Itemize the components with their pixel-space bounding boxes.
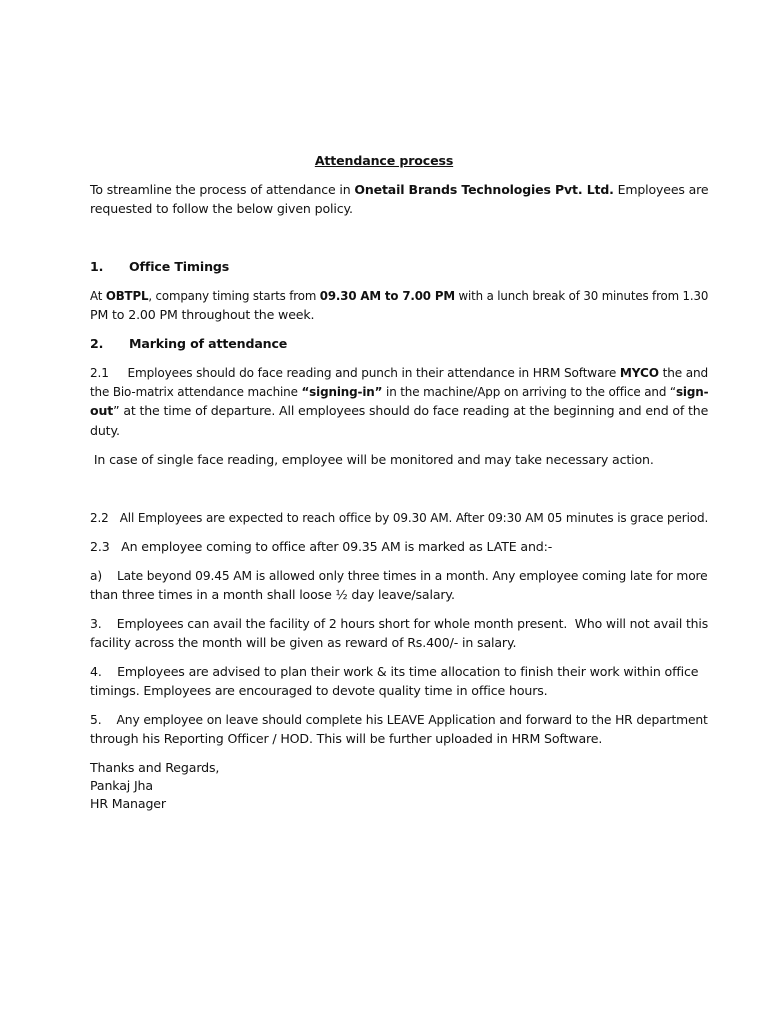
text-run: the Bio-matrix attendance machine bbox=[90, 384, 302, 399]
section-number: 2. bbox=[90, 336, 104, 351]
para-2-3: 2.3 An employee coming to office after 09.35 AM is marked as LATE and:- bbox=[90, 539, 553, 554]
para-2-1-line-3 bbox=[90, 401, 708, 420]
intro-text: To streamline the process of attendance in bbox=[90, 182, 355, 197]
para-a-line-1: a) Late beyond 09.45 AM is allowed only three times in a month. Any employee coming late for more bbox=[90, 568, 708, 583]
org-abbreviation: OBTPL bbox=[105, 288, 149, 303]
section-1-line-2: PM to 2.00 PM throughout the week. bbox=[90, 307, 315, 322]
point-5-line-2: through his Reporting Officer / HOD. This will be further uploaded in HRM Software. bbox=[90, 731, 603, 746]
point-3-line-1: 3. Employees can avail the facility of 2 hours short for whole month present. Who will not avail this bbox=[90, 616, 709, 631]
text-run: At bbox=[90, 288, 106, 303]
signoff-role: HR Manager bbox=[90, 796, 166, 811]
point-3-line-2: facility across the month will be given as reward of Rs.400/- in salary. bbox=[90, 635, 517, 650]
para-2-1-line-1 bbox=[90, 363, 708, 382]
intro-text: Employees are bbox=[613, 182, 709, 197]
intro-line-2: requested to follow the below given policy. bbox=[90, 201, 353, 216]
software-name: MYCO bbox=[619, 365, 659, 380]
para-2-1-line-2 bbox=[90, 382, 708, 401]
section-2-heading bbox=[90, 334, 287, 353]
point-5-line-1: 5. Any employee on leave should complete his LEAVE Application and forward to the HR department bbox=[90, 712, 708, 727]
sign-out-term: sign- bbox=[675, 384, 709, 399]
text-run: , company timing starts from bbox=[148, 288, 320, 303]
para-2-2: 2.2 All Employees are expected to reach office by 09.30 AM. After 09:30 AM 05 minutes is grace period. bbox=[90, 510, 709, 525]
signoff-name: Pankaj Jha bbox=[90, 778, 153, 793]
document-title: Attendance process bbox=[314, 153, 454, 168]
section-1-heading bbox=[90, 257, 229, 276]
para-number: 2.1 bbox=[90, 365, 109, 380]
text-run: in the machine/App on arriving to the office and “ bbox=[382, 384, 676, 399]
company-name: Onetail Brands Technologies Pvt. Ltd. bbox=[354, 182, 614, 197]
intro-line-1 bbox=[90, 180, 708, 199]
point-4-line-2: timings. Employees are encouraged to devote quality time in office hours. bbox=[90, 683, 548, 698]
section-number: 1. bbox=[90, 259, 104, 274]
section-title: Marking of attendance bbox=[129, 336, 288, 351]
text-run: Employees should do face reading and punch in their attendance in HRM Software bbox=[127, 365, 620, 380]
para-a-line-2: than three times in a month shall loose ½ day leave/salary. bbox=[90, 587, 455, 602]
section-title: Office Timings bbox=[129, 259, 230, 274]
sign-out-term: out bbox=[90, 403, 114, 418]
text-run: the and bbox=[658, 365, 709, 380]
section-1-line-1 bbox=[90, 286, 708, 305]
text-run: ” at the time of departure. All employees should do face reading at the beginning and end of the bbox=[113, 403, 709, 418]
signoff-regards: Thanks and Regards, bbox=[90, 760, 220, 775]
signing-in-term: “signing-in” bbox=[301, 384, 383, 399]
office-hours: 09.30 AM to 7.00 PM bbox=[319, 288, 455, 303]
text-run: with a lunch break of 30 minutes from 1.30 bbox=[454, 288, 709, 303]
para-2-1-line-4: duty. bbox=[90, 423, 120, 438]
point-4-line-1: 4. Employees are advised to plan their work & its time allocation to finish their work within office bbox=[90, 664, 699, 679]
single-reading-note: In case of single face reading, employee will be monitored and may take necessary action. bbox=[90, 452, 654, 467]
